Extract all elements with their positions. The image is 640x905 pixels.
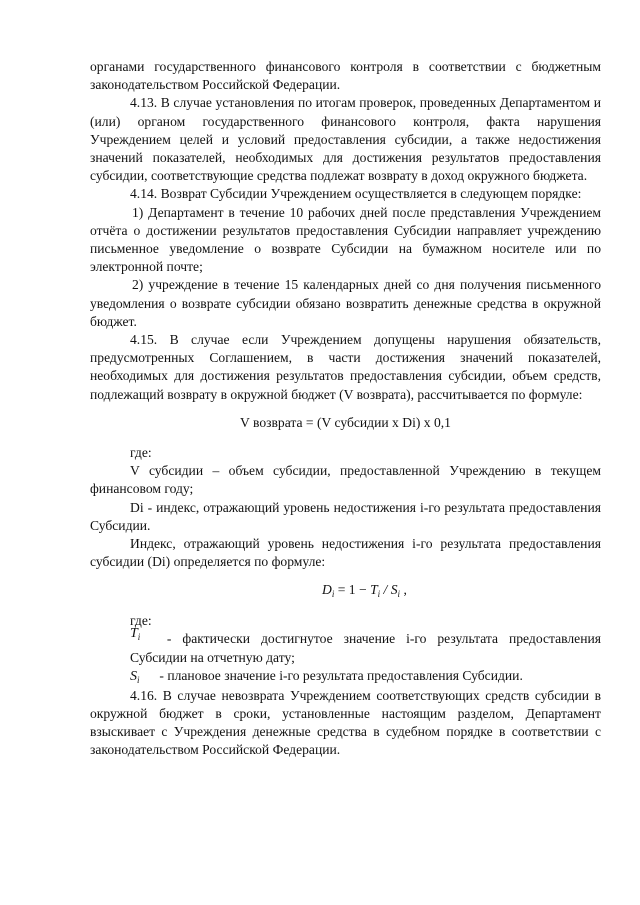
formula-di-lhs: D (322, 582, 332, 598)
paragraph-4-13: 4.13. В случае установления по итогам проверок, проведенных Департаментом и (или) органом государственного финансового контроля, факта нарушения Учреждением целей и условий предоставления субсидии, а также недостижения значений показателей, необходимых для достижения результатов предоставления субсидии, соответствующие средства подлежат возврату в доход окружного бюджета. (90, 95, 601, 184)
formula-di-slash: / (380, 582, 391, 598)
document-body (90, 58, 601, 759)
paragraph-4-15: 4.15. В случае если Учреждением допущены нарушения обязательств, предусмотренных Соглашением, в части достижения значений показателей, необходимых для достижения результатов предоставления субсидии, объем средств, подлежащий возврату в окружной бюджет (V возврата), рассчитывается по формуле: (90, 332, 601, 402)
definition-v-subsidy: V субсидии – объем субсидии, предоставленной Учреждению в текущем финансовом году; (90, 463, 601, 497)
symbol-si-sub: i (137, 675, 140, 686)
formula-di-s-sub: i (397, 589, 401, 600)
symbol-ti (130, 625, 156, 643)
definition-ti-text: - фактически достигнутое значение i-го результата предоставления Субсидии на отчетную дату; (130, 630, 601, 666)
where-label-1: где: (130, 445, 152, 461)
formula-di-s: S (390, 582, 398, 598)
formula-di-t: T (370, 582, 378, 598)
paragraph-4-14: 4.14. Возврат Субсидии Учреждением осуществляется в следующем порядке: (130, 186, 582, 202)
definition-si (90, 667, 601, 686)
definition-di: Di - индекс, отражающий уровень недостижения i-го результата предоставления Субсидии. (90, 499, 601, 533)
formula-v-return: V возврата = (V субсидии x Di) x 0,1 (240, 414, 451, 430)
symbol-ti-sub: i (137, 631, 141, 642)
formula-di (90, 581, 601, 599)
formula-di-lhs-sub: i (331, 589, 335, 600)
formula-di-eq: = 1 − (334, 582, 371, 598)
paragraph-4-14-item-1: 1) Департамент в течение 10 рабочих дней после представления Учреждением отчёта о достижении результатов предоставления Субсидии направляет учреждению письменное уведомление о возврате Субсидии на бумажном носителе или по электронной почте; (90, 204, 601, 275)
where-label-2: где: (130, 612, 152, 628)
paragraph-continuation: органами государственного финансового контроля в соответствии с бюджетным законодательством Российской Федерации. (90, 59, 601, 93)
definition-index: Индекс, отражающий уровень недостижения i-го результата предоставления субсидии (Di) определяется по формуле: (90, 536, 601, 570)
definition-si-text: - плановое значение i-го результата предоставления Субсидии. (156, 668, 523, 684)
symbol-si (130, 668, 156, 686)
paragraph-4-16: 4.16. В случае невозврата Учреждением соответствующих средств субсидии в окружной бюджет в сроки, установленные настоящим разделом, Департамент взыскивает с Учреждения денежные средства в судебном порядке в соответствии с законодательством Российской Федерации. (90, 687, 601, 758)
formula-di-tail: , (400, 582, 407, 598)
definition-ti (90, 625, 601, 667)
symbol-si-letter: S (130, 669, 137, 685)
symbol-ti-letter: T (130, 625, 138, 641)
formula-di-t-sub: i (377, 589, 381, 600)
paragraph-4-14-item-2: 2) учреждение в течение 15 календарных дней со дня получения письменного уведомления о возврате субсидии обязано возвратить денежные средства в окружной бюджет. (90, 277, 601, 329)
